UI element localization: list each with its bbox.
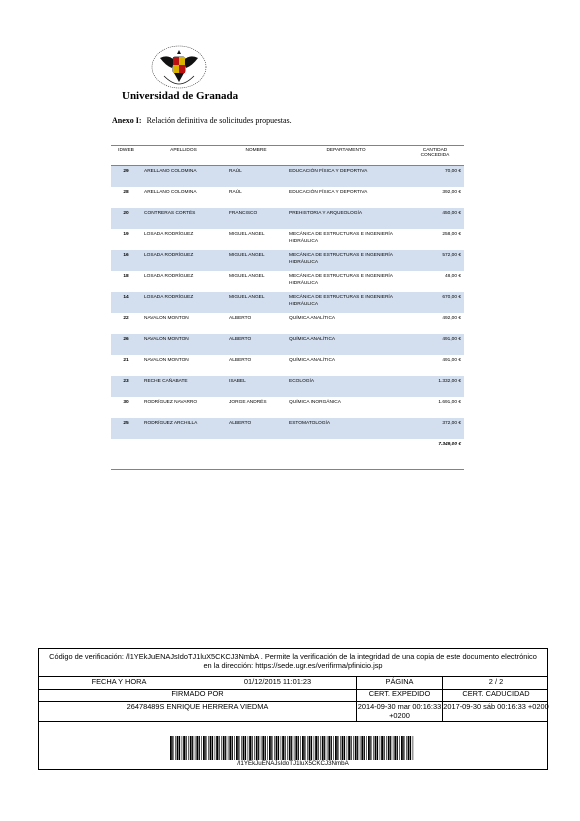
barcode-bar	[238, 736, 239, 760]
barcode-bar	[304, 736, 305, 760]
table-header-row	[111, 146, 464, 166]
barcode-bar	[403, 736, 404, 760]
barcode-bar	[241, 736, 242, 760]
barcode-bar	[307, 736, 308, 760]
barcode-bar	[221, 736, 222, 760]
cell-cantidad: 492,00 €	[442, 316, 461, 321]
barcode-bar	[243, 736, 245, 760]
barcode-bar	[208, 736, 209, 760]
table-row	[111, 355, 464, 376]
barcode-bar	[177, 736, 179, 760]
total-empty-cell	[286, 439, 406, 455]
signer-name: 26478489S ENRIQUE HERRERA VIEDMA	[126, 702, 269, 711]
cell-idweb: 21	[123, 358, 129, 363]
barcode-bar	[331, 736, 332, 760]
total-empty-cell	[226, 439, 286, 455]
barcode-bar	[337, 736, 338, 760]
total-amount: 7.349,00 €	[438, 442, 461, 447]
barcode-bar	[361, 736, 363, 760]
cell-apellidos: LOSADA RODRÍGUEZ	[141, 292, 226, 313]
barcode-bar	[269, 736, 271, 760]
barcode-code: /l1YEkJuENAJsIdoTJ1luX5CKCJ3NmbA	[237, 760, 349, 767]
cell-departamento: MECÁNICA DE ESTRUCTURAS E INGENIERÍA HIDRÁULICA	[286, 250, 406, 271]
cell-departamento: QUÍMICA ANALÍTICA	[289, 316, 336, 321]
barcode-bar	[393, 736, 394, 760]
barcode-bar	[368, 736, 370, 760]
barcode-bar	[229, 736, 231, 760]
barcode-bar	[281, 736, 282, 760]
cell-cantidad: 670,00 €	[406, 292, 464, 313]
barcode-bar	[366, 736, 367, 760]
total-empty-cell	[111, 439, 141, 455]
barcode-bar	[252, 736, 253, 760]
barcode-bar	[381, 736, 383, 760]
barcode-bar	[298, 736, 299, 760]
barcode-bar	[289, 736, 291, 760]
barcode-bar	[212, 736, 213, 760]
barcode-bar	[357, 736, 358, 760]
cell-apellidos: NAVALON MONTON	[141, 334, 226, 355]
barcode-bar	[344, 736, 345, 760]
barcode-bar	[309, 736, 311, 760]
barcode-bar	[256, 736, 258, 760]
barcode-bar	[203, 736, 205, 760]
table-bottom-cell	[111, 455, 464, 470]
pagina-label: PÁGINA	[356, 677, 442, 689]
cell-nombre: RAÚL	[229, 190, 242, 195]
cell-departamento: QUÍMICA ANALÍTICA	[289, 358, 336, 363]
barcode-bar	[397, 736, 398, 760]
fecha-label: FECHA Y HORA	[91, 677, 147, 686]
barcode-bar	[232, 736, 233, 760]
cell-apellidos: CONTRERAS CORTÉS	[141, 208, 226, 229]
barcode-bar	[295, 736, 297, 760]
barcode-bar	[262, 736, 264, 760]
barcode-bar	[413, 736, 414, 760]
cell-idweb: 30	[123, 400, 129, 405]
cell-idweb: 25	[111, 418, 141, 439]
barcode-bar	[406, 736, 407, 760]
barcode-area	[39, 721, 547, 771]
cell-idweb: 26	[111, 334, 141, 355]
barcode-bar	[351, 736, 352, 760]
barcode-bar	[375, 736, 377, 760]
barcode-bar	[228, 736, 229, 760]
cell-departamento: MECÁNICA DE ESTRUCTURAS E INGENIERÍA HIDRÁULICA	[286, 292, 406, 313]
barcode-bar	[302, 736, 304, 760]
barcode-bar	[245, 736, 246, 760]
total-empty-cell	[141, 439, 226, 455]
barcode-bar	[386, 736, 387, 760]
table-body	[111, 166, 464, 470]
barcode-bar	[249, 736, 251, 760]
cell-apellidos: LOSADA RODRÍGUEZ	[144, 274, 194, 279]
cell-apellidos: RECHE CAÑABATE	[141, 376, 226, 397]
cell-idweb: 28	[123, 190, 129, 195]
cell-nombre: MIGUEL ANGEL	[229, 274, 265, 279]
barcode-bar	[271, 736, 272, 760]
barcode-bar	[388, 736, 390, 760]
barcode-bar	[195, 736, 196, 760]
barcode-bar	[342, 736, 344, 760]
cell-departamento: ESTOMATOLOGÍA	[286, 418, 406, 439]
cell-nombre: JORGE ANDRÉS	[229, 400, 267, 405]
expedido-label: CERT. EXPEDIDO	[356, 689, 442, 701]
cell-nombre: MIGUEL ANGEL	[226, 250, 286, 271]
barcode-bar	[223, 736, 225, 760]
fecha-value: 01/12/2015 11:01:23	[243, 677, 312, 686]
barcode-bar	[399, 736, 400, 760]
barcode-bar	[287, 736, 288, 760]
caducidad-value: 2017-09-30 sáb 00:16:33 +0200	[442, 701, 549, 721]
cell-cantidad: 258,00 €	[442, 232, 461, 237]
barcode-bar	[373, 736, 374, 760]
barcode-bar	[179, 736, 180, 760]
barcode-bar	[335, 736, 337, 760]
barcode-bar	[315, 736, 317, 760]
cell-departamento: MECÁNICA DE ESTRUCTURAS E INGENIERÍA HIDRÁULICA	[289, 232, 393, 244]
barcode-bar	[170, 736, 172, 760]
barcode-bar	[291, 736, 292, 760]
caducidad-label: CERT. CADUCIDAD	[442, 689, 549, 701]
annex-label: Anexo I:	[112, 116, 142, 125]
cell-departamento: ECOLOGÍA	[286, 376, 406, 397]
barcode-bar	[267, 736, 268, 760]
barcode-bar	[410, 736, 411, 760]
barcode-bar	[215, 736, 216, 760]
cell-idweb: 23	[111, 376, 141, 397]
annex-heading	[112, 116, 292, 125]
barcode-bar	[314, 736, 315, 760]
verification-notice: Código de verificación: /l1YEkJuENAJsIdoTJ1luX5CKCJ3NmbA . Permite la verificación de la integridad de una copia de este documento electrónico en la dirección: https://sede.ugr.es/verifirma/pfinicio.jsp	[39, 649, 547, 677]
table-bottom-rule	[111, 455, 464, 470]
cell-idweb: 19	[123, 232, 129, 237]
table-row	[111, 208, 464, 229]
total-row	[111, 439, 464, 455]
cell-cantidad: 48,00 €	[444, 274, 461, 279]
cell-departamento: EDUCACIÓN FÍSICA Y DEPORTIVA	[289, 190, 368, 195]
barcode-bar	[210, 736, 212, 760]
cell-nombre: ALBERTO	[229, 358, 252, 363]
barcode-bar	[199, 736, 200, 760]
barcode-bar	[377, 736, 378, 760]
barcode-bar	[324, 736, 325, 760]
barcode-bar	[394, 736, 396, 760]
pagina-value: 2 / 2	[442, 677, 549, 689]
barcode-bar	[285, 736, 286, 760]
barcode-bar	[320, 736, 321, 760]
barcode-bar	[186, 736, 187, 760]
barcode-bar	[183, 736, 185, 760]
cell-cantidad: 1.332,00 €	[406, 376, 464, 397]
barcode-bar	[408, 736, 410, 760]
column-header-nombre: NOMBRE	[226, 146, 286, 166]
cell-cantidad: 491,00 €	[442, 358, 461, 363]
table-row	[111, 250, 464, 271]
table-row	[111, 397, 464, 418]
cell-departamento: QUÍMICA ANALÍTICA	[286, 334, 406, 355]
barcode-bar	[190, 736, 192, 760]
barcode-bar	[333, 736, 334, 760]
column-header-apellidos: APELLIDOS	[141, 146, 226, 166]
cell-idweb: 18	[123, 274, 129, 279]
cell-cantidad: 372,00 €	[406, 418, 464, 439]
barcode-bar	[219, 736, 220, 760]
cell-idweb: 20	[111, 208, 141, 229]
annex-title: Relación definitiva de solicitudes propuestas.	[146, 116, 292, 125]
cell-cantidad: 450,00 €	[406, 208, 464, 229]
barcode-bar	[248, 736, 249, 760]
cell-apellidos: LOSADA RODRÍGUEZ	[141, 250, 226, 271]
barcode-bar	[360, 736, 361, 760]
table-row	[111, 229, 464, 250]
cell-apellidos: ARELLANO COLOMINA	[144, 190, 197, 195]
barcode-bar	[328, 736, 330, 760]
signer-value-row	[39, 701, 547, 722]
cell-cantidad: 70,00 €	[406, 166, 464, 188]
cell-nombre: ALBERTO	[226, 418, 286, 439]
barcode-bar	[370, 736, 371, 760]
barcode-bar	[254, 736, 255, 760]
barcode-bar	[300, 736, 301, 760]
university-crest-logo	[150, 44, 208, 90]
barcode-bar	[172, 736, 173, 760]
barcode-bar	[355, 736, 357, 760]
table-row	[111, 292, 464, 313]
cell-idweb: 14	[111, 292, 141, 313]
barcode-bar	[192, 736, 193, 760]
barcode-bar	[196, 736, 198, 760]
barcode-bar	[276, 736, 278, 760]
cell-nombre: MIGUEL ANGEL	[226, 292, 286, 313]
barcode-bar	[327, 736, 328, 760]
barcode-bar	[278, 736, 279, 760]
cell-departamento: PREHISTORIA Y ARQUEOLOGÍA	[286, 208, 406, 229]
barcode-bar	[348, 736, 350, 760]
cell-nombre: ALBERTO	[229, 316, 252, 321]
cell-idweb: 22	[123, 316, 129, 321]
table-row	[111, 376, 464, 397]
cell-departamento: QUÍMICA INORGÁNICA	[289, 400, 341, 405]
barcode-bar	[364, 736, 365, 760]
barcode-bar	[282, 736, 284, 760]
barcode-bar	[390, 736, 391, 760]
table-row	[111, 271, 464, 292]
cell-apellidos: NAVALON MONTON	[144, 316, 189, 321]
barcode-image	[170, 736, 416, 760]
cell-apellidos: RODRÍGUEZ ARCHILLA	[141, 418, 226, 439]
barcode-bar	[261, 736, 262, 760]
barcode-bar	[175, 736, 176, 760]
barcode-bar	[347, 736, 348, 760]
cell-apellidos: RODRÍGUEZ NAVARRO	[144, 400, 198, 405]
cell-cantidad: 491,00 €	[406, 334, 464, 355]
barcode-bar	[201, 736, 202, 760]
column-header-idweb: IDWEB	[111, 146, 141, 166]
barcode-bar	[225, 736, 226, 760]
cell-apellidos: ARELLANO COLOMINA	[141, 166, 226, 188]
barcode-bar	[234, 736, 235, 760]
barcode-bar	[265, 736, 266, 760]
cell-cantidad: 392,00 €	[442, 190, 461, 195]
table-row	[111, 313, 464, 334]
cell-cantidad: 572,00 €	[406, 250, 464, 271]
column-header-cantidad: CANTIDAD CONCEDIDA	[406, 146, 464, 166]
cell-apellidos: LOSADA RODRÍGUEZ	[144, 232, 194, 237]
cell-idweb: 16	[111, 250, 141, 271]
cell-departamento: EDUCACIÓN FÍSICA Y DEPORTIVA	[286, 166, 406, 188]
cell-apellidos: NAVALON MONTON	[144, 358, 189, 363]
barcode-bar	[258, 736, 259, 760]
barcode-bar	[182, 736, 183, 760]
university-name: Universidad de Granada	[122, 90, 239, 102]
barcode-bar	[216, 736, 218, 760]
cell-departamento: MECÁNICA DE ESTRUCTURAS E INGENIERÍA HIDRÁULICA	[289, 274, 393, 286]
barcode-bar	[311, 736, 312, 760]
cell-nombre: ISABEL	[226, 376, 286, 397]
firmado-label: FIRMADO POR	[171, 689, 224, 698]
grants-table	[111, 145, 464, 470]
table-row	[111, 166, 464, 188]
barcode-bar	[294, 736, 295, 760]
cell-idweb: 29	[111, 166, 141, 188]
barcode-bar	[318, 736, 319, 760]
signature-footer	[38, 648, 548, 770]
column-header-departamento: DEPARTAMENTO	[286, 146, 406, 166]
barcode-bar	[188, 736, 189, 760]
barcode-bar	[322, 736, 324, 760]
cell-cantidad: 1.691,00 €	[438, 400, 461, 405]
expedido-value: 2014-09-30 mar 00:16:33 +0200	[357, 702, 442, 720]
cell-nombre: FRANCISCO	[226, 208, 286, 229]
cell-nombre: RAÚL	[226, 166, 286, 188]
table-row	[111, 334, 464, 355]
cell-nombre: MIGUEL ANGEL	[229, 232, 265, 237]
table-row	[111, 418, 464, 439]
barcode-bar	[401, 736, 403, 760]
barcode-bar	[340, 736, 341, 760]
barcode-bar	[236, 736, 238, 760]
barcode-bar	[205, 736, 206, 760]
barcode-bar	[274, 736, 275, 760]
barcode-bar	[380, 736, 381, 760]
cell-nombre: ALBERTO	[226, 334, 286, 355]
barcode-bar	[384, 736, 385, 760]
table-row	[111, 187, 464, 208]
barcode-bar	[353, 736, 354, 760]
